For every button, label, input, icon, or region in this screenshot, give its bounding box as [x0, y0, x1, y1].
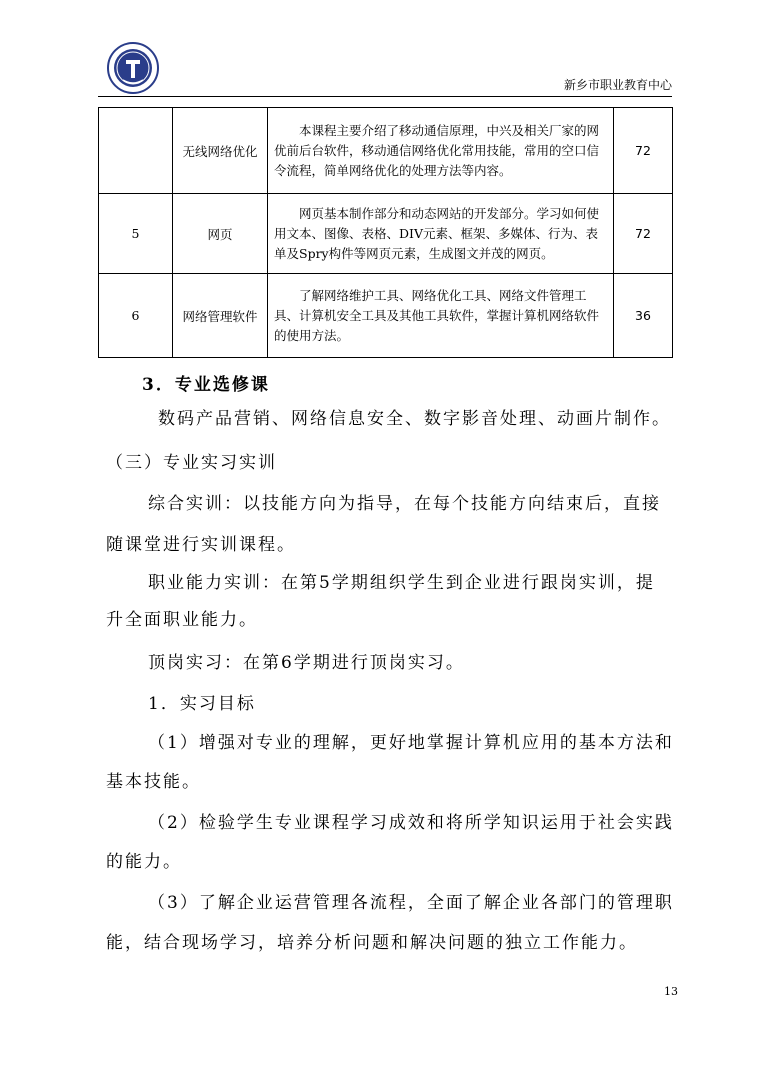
- goal-item-line: （2）检验学生专业课程学习成效和将所学知识运用于社会实践: [148, 813, 674, 833]
- school-logo-icon: [107, 42, 159, 94]
- elective-paragraph: 数码产品营销、网络信息安全、数字影音处理、动画片制作。: [158, 409, 671, 429]
- elective-heading: 3．专业选修课: [142, 375, 270, 395]
- goal-item-line: 基本技能。: [106, 772, 201, 792]
- goal-item-line: （1）增强对专业的理解，更好地掌握计算机应用的基本方法和: [148, 733, 674, 753]
- goal-item-line: （3）了解企业运营管理各流程，全面了解企业各部门的管理职: [148, 893, 674, 913]
- course-number: 6: [99, 274, 173, 358]
- course-name: 无线网络优化: [173, 108, 268, 194]
- internship-line: 顶岗实习：在第6学期进行顶岗实习。: [148, 653, 465, 673]
- table-row: [99, 108, 673, 194]
- page-number: 13: [664, 985, 678, 998]
- goal-heading: 1．实习目标: [148, 694, 256, 714]
- goal-item-line: 的能力。: [106, 852, 182, 872]
- comprehensive-training-line: 随课堂进行实训课程。: [106, 535, 296, 555]
- course-name: 网页: [173, 194, 268, 274]
- course-table: [98, 107, 673, 358]
- course-name: 网络管理软件: [173, 274, 268, 358]
- comprehensive-training-line: 综合实训：以技能方向为指导，在每个技能方向结束后，直接: [148, 494, 661, 514]
- course-description: 本课程主要介绍了移动通信原理，中兴及相关厂家的网优前后台软件，移动通信网络优化常用技能，常用的空口信令流程，简单网络优化的处理方法等内容。: [268, 108, 614, 194]
- goal-item-line: 能，结合现场学习，培养分析问题和解决问题的独立工作能力。: [106, 933, 638, 953]
- practice-heading: （三）专业实习实训: [106, 453, 277, 473]
- table-row: [99, 194, 673, 274]
- career-training-line: 职业能力实训：在第5学期组织学生到企业进行跟岗实训，提: [148, 573, 655, 593]
- course-hours: 72: [614, 194, 673, 274]
- course-hours: 36: [614, 274, 673, 358]
- table-row: [99, 274, 673, 358]
- course-hours: 72: [614, 108, 673, 194]
- career-training-line: 升全面职业能力。: [106, 610, 258, 630]
- course-number: [99, 108, 173, 194]
- course-description: 网页基本制作部分和动态网站的开发部分。学习如何使用文本、图像、表格、DIV元素、框架、多媒体、行为、表单及Spry构件等网页元素，生成图文并茂的网页。: [268, 194, 614, 274]
- header-organization: 新乡市职业教育中心: [563, 78, 672, 92]
- header-divider: [98, 96, 672, 97]
- course-number: 5: [99, 194, 173, 274]
- course-description: 了解网络维护工具、网络优化工具、网络文件管理工具、计算机安全工具及其他工具软件，掌握计算机网络软件的使用方法。: [268, 274, 614, 358]
